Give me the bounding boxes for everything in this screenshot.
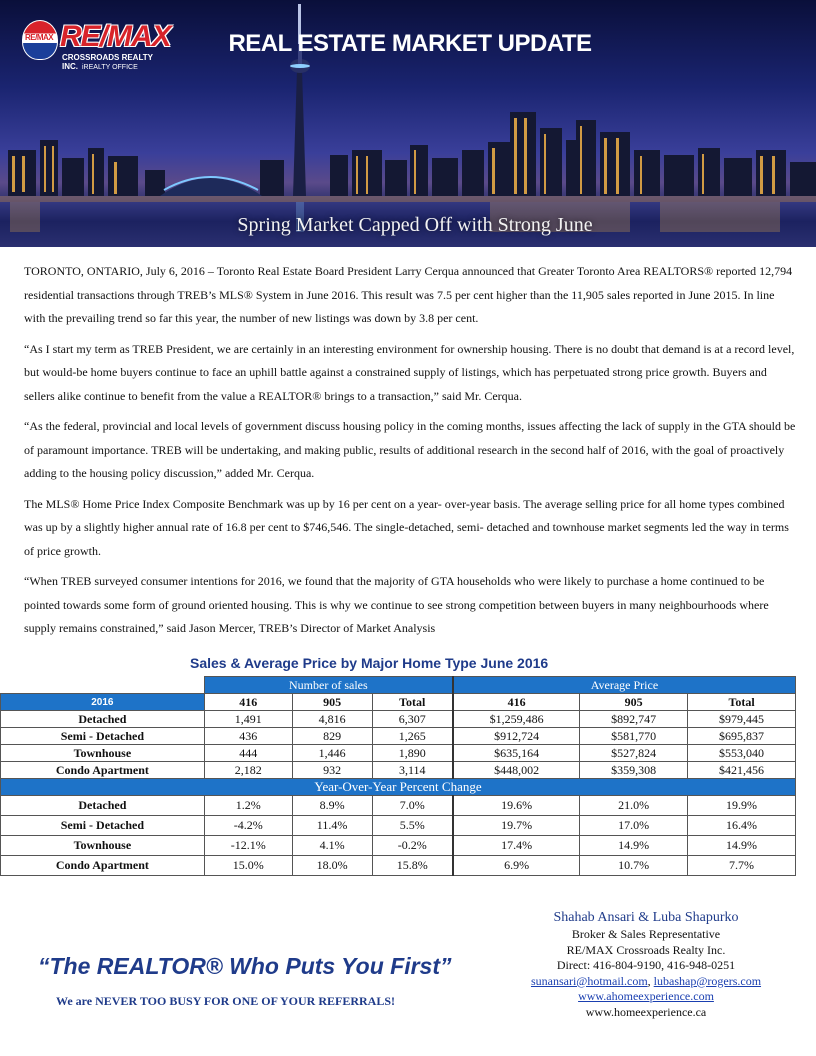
table-cell: 17.4%: [453, 836, 580, 856]
table-cell: 1,890: [372, 745, 453, 762]
group-header-price: Average Price: [453, 677, 796, 694]
website-link-1[interactable]: www.ahomeexperience.com: [578, 989, 714, 1003]
table-cell: $635,164: [453, 745, 580, 762]
table-cell: -12.1%: [204, 836, 292, 856]
table-cell: $912,724: [453, 728, 580, 745]
table-cell: 15.8%: [372, 856, 453, 876]
row-header: Detached: [1, 796, 205, 816]
table-row: [1, 836, 796, 856]
table-column-header-row: [1, 694, 796, 711]
table-cell: 1.2%: [204, 796, 292, 816]
table-cell: 932: [292, 762, 372, 779]
group-header-sales: Number of sales: [204, 677, 453, 694]
column-header: 416: [453, 694, 580, 711]
table-cell: 10.7%: [580, 856, 688, 876]
market-table: [0, 676, 796, 876]
table-cell: 1,265: [372, 728, 453, 745]
table-cell: 1,446: [292, 745, 372, 762]
table-row: [1, 856, 796, 876]
table-cell: $527,824: [580, 745, 688, 762]
table-cell: 4,816: [292, 711, 372, 728]
row-header: Semi - Detached: [1, 816, 205, 836]
agent-role: Broker & Sales Representative: [571, 927, 721, 941]
yoy-header-row: [1, 779, 796, 796]
table-cell: 6,307: [372, 711, 453, 728]
row-header: Condo Apartment: [1, 762, 205, 779]
row-header: Semi - Detached: [1, 728, 205, 745]
table-cell: $979,445: [688, 711, 796, 728]
table-cell: 436: [204, 728, 292, 745]
email-separator: ,: [647, 973, 654, 988]
table-cell: $581,770: [580, 728, 688, 745]
table-corner: [1, 677, 205, 694]
table-cell: $892,747: [580, 711, 688, 728]
email-link-1[interactable]: sunansari@hotmail.com: [530, 973, 648, 988]
table-cell: 21.0%: [580, 796, 688, 816]
column-header: Total: [372, 694, 453, 711]
page-title: REAL ESTATE MARKET UPDATE: [228, 30, 592, 57]
article-paragraph: TORONTO, ONTARIO, July 6, 2016 – Toronto Real Estate Board President Larry Cerqua announced that Greater Toronto Area REALTORS® reported 12,794 residential transactions through TREB’s MLS® System in June 2016. This result was 7.5 per cent higher than the 11,905 sales reported in June 2015. In line with the prevailing trend so far this year, the number of new listings was down by 3.8 per cent.: [24, 264, 793, 325]
table-cell: 7.0%: [372, 796, 453, 816]
table-cell: 3,114: [372, 762, 453, 779]
table-cell: -4.2%: [204, 816, 292, 836]
contact-block: [508, 909, 784, 1020]
year-header: 2016: [1, 694, 205, 711]
column-header: 416: [204, 694, 292, 711]
table-cell: $553,040: [688, 745, 796, 762]
slogan: “The REALTOR® Who Puts You First”: [38, 953, 452, 979]
agent-emails: [508, 974, 784, 990]
remax-logo: [20, 18, 170, 78]
table-cell: $695,837: [688, 728, 796, 745]
table-cell: 11.4%: [292, 816, 372, 836]
page-subtitle: Spring Market Capped Off with Strong June: [237, 214, 593, 236]
logo-office-name: CROSSROADS REALTY INC.: [62, 53, 153, 71]
table-cell: 17.0%: [580, 816, 688, 836]
column-header: Total: [688, 694, 796, 711]
table-row: [1, 711, 796, 728]
agent-phones: Direct: 416-804-9190, 416-948-0251: [556, 958, 736, 972]
row-header: Detached: [1, 711, 205, 728]
table-cell: 1,491: [204, 711, 292, 728]
column-header: 905: [292, 694, 372, 711]
table-row: [1, 745, 796, 762]
email-link-2[interactable]: lubashap@rogers.com: [653, 973, 762, 988]
table-cell: $448,002: [453, 762, 580, 779]
table-row: [1, 816, 796, 836]
row-header: Townhouse: [1, 836, 205, 856]
article-paragraph: “As the federal, provincial and local levels of government discuss housing policy in the coming months, issues affecting the lack of supply in the GTA should be of paramount importance. TREB will be undertaking, and making public, results of additional research in the second half of 2016, with the goal of proactively adding to the housing policy discussion,” added Mr. Cerqua.: [24, 419, 796, 480]
table-cell: 19.7%: [453, 816, 580, 836]
row-header: Condo Apartment: [1, 856, 205, 876]
table-cell: 2,182: [204, 762, 292, 779]
table-cell: 15.0%: [204, 856, 292, 876]
referral-note: We are NEVER TOO BUSY FOR ONE OF YOUR REFERRALS!: [56, 994, 396, 1008]
column-header: 905: [580, 694, 688, 711]
table-row: [1, 762, 796, 779]
article-paragraph: “As I start my term as TREB President, we are certainly in an interesting environment for ownership housing. There is no doubt that demand is at a record level, but would-be home buyers continue to face an uphill battle against a constrained supply of listings, which has perpetuated strong price growth. Buyers and sellers alike continue to benefit from the value a REALTOR® brings to a transaction,” said Mr. Cerqua.: [24, 341, 795, 403]
table-cell: 19.6%: [453, 796, 580, 816]
logo-balloon-text: RE/MAX: [25, 33, 54, 42]
table-cell: 8.9%: [292, 796, 372, 816]
table-group-header-row: [1, 677, 796, 694]
table-cell: 5.5%: [372, 816, 453, 836]
table-cell: 829: [292, 728, 372, 745]
table-cell: 14.9%: [688, 836, 796, 856]
header-banner: [0, 0, 816, 247]
table-cell: 4.1%: [292, 836, 372, 856]
row-header: Townhouse: [1, 745, 205, 762]
table-title: Sales & Average Price by Major Home Type June 2016: [190, 655, 549, 671]
table-cell: 6.9%: [453, 856, 580, 876]
logo-office-sub: iREALTY OFFICE: [82, 64, 138, 71]
table-row: [1, 728, 796, 745]
logo-brand: RE/MAX: [60, 20, 171, 53]
table-cell: $1,259,486: [453, 711, 580, 728]
article-body: [24, 260, 796, 648]
yoy-section-title: Year-Over-Year Percent Change: [1, 779, 796, 796]
table-cell: 14.9%: [580, 836, 688, 856]
table-cell: $359,308: [580, 762, 688, 779]
table-cell: 7.7%: [688, 856, 796, 876]
article-paragraph: The MLS® Home Price Index Composite Benchmark was up by 16 per cent on a year- over-year basis. The average selling price for all home types combined was up by a slightly higher annual rate of 16.8 per cent to $746,546. The single-detached, semi- detached and townhouse market segments led the way in terms of price growth.: [24, 496, 789, 558]
table-cell: -0.2%: [372, 836, 453, 856]
table-cell: 18.0%: [292, 856, 372, 876]
table-row: [1, 796, 796, 816]
table-cell: 19.9%: [688, 796, 796, 816]
agent-company: RE/MAX Crossroads Realty Inc.: [566, 942, 726, 957]
table-cell: 16.4%: [688, 816, 796, 836]
article-paragraph: “When TREB surveyed consumer intentions for 2016, we found that the majority of GTA households who were likely to purchase a home continued to be pointed towards some form of ground oriented housing. This is why we continue to see strong competition between buyers in many neighbourhoods where supply remains constrained,” said Jason Mercer, TREB’s Director of Market Analysis: [24, 574, 769, 635]
website-2: www.homeexperience.ca: [585, 1004, 707, 1019]
table-cell: $421,456: [688, 762, 796, 779]
agent-names: Shahab Ansari & Luba Shapurko: [553, 910, 739, 925]
table-cell: 444: [204, 745, 292, 762]
